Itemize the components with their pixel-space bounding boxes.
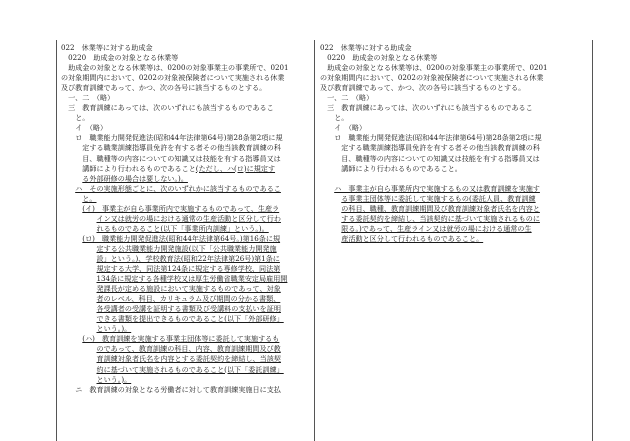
revised-line [61,304,311,314]
current-line [320,143,588,153]
revised-underlined-text: (ただし、ハ(ロ)に規定す [195,163,276,173]
revised-line [61,154,311,164]
revised-line-text: ロ 職業能力開発促進法(昭和44年法律第64号)第28条第2項に規 [75,133,283,143]
current-line [320,53,588,63]
current-line-text: 産活動と区分して行われるものであること。 [341,233,484,243]
revised-line-text: のであって、教育訓練の科目、内容、教育訓練期間及び教 [96,344,281,354]
revised-line [61,244,311,254]
revised-line [61,73,311,83]
revised-line-text: ニ 教育訓練の対象となる労働者に対して教育訓練実施日に支払 [75,384,281,394]
revised-line-text: る外部研修の場合は要しない。)。 [82,173,188,183]
current-line-text: の科目、職種、教育訓練期間及び教育訓練対象者氏名を内容と [341,203,540,213]
revised-line-text: 022 休業等に対する助成金 [61,43,153,52]
current-line [320,123,588,133]
revised-line-text: 発課長が定める施設において実施するものであって、対象 [96,284,281,294]
current-line-text: ハ 事業主が自ら事業所内で実施するもの又は教育訓練を実施す [334,183,540,193]
current-line [320,73,588,83]
revised-line-text: と。 [75,113,90,123]
revised-line [61,93,311,103]
revised-line-text: 各受講者の受講を証明する書類及び受講料の支払いを証明 [96,304,281,314]
revised-line [61,264,311,274]
revised-line-text: 0220 助成金の対象となる休業等 [68,53,179,63]
current-line [320,234,588,244]
current-line-text: する委託契約を締結し、当該契約に基づいて実施されるものに [341,213,540,223]
revised-line [61,365,311,375]
revised-line-text: 及び教育訓練であって、かつ、次の各号に該当するものとする。 [61,83,267,93]
current-line-text: 講師により行われるものであること。 [341,163,462,173]
current-line-text: 一、二 （略） [327,93,374,103]
revised-line-text: 規定する大学、同法第124条に規定する専修学校、同法第 [96,264,281,274]
revised-line [61,53,311,63]
current-line [320,204,588,214]
revised-line-text: ハ その実施形態ごとに、次のいずれかに該当するものであるこ [75,183,281,193]
revised-line [61,334,311,344]
revised-line [61,113,311,123]
revised-line-text: という。)。 [96,374,132,384]
revised-line [61,274,311,284]
revised-line-text: できる書類を提出できるものであること(以下「外部研修」 [96,314,284,324]
revised-line-text: 講師により行われるものであること [82,163,196,173]
revised-line-text: 定する公共職業能力開発施設(以下「公共職業能力開発施 [96,243,277,253]
revised-line [61,254,311,264]
revised-line-text: という。)。 [96,324,132,334]
revised-line [61,194,311,204]
revised-line [61,184,311,194]
revised-line [61,375,311,385]
revised-line-text: 目、職種等の内容についての知識又は技能を有する指導員又は [82,153,281,163]
revised-line [61,385,311,395]
column-divider [314,40,315,441]
revised-line-text: 助成金の対象となる休業等は、0200の対象事業主の事業所で、0201 [68,63,289,73]
revised-line [61,164,311,174]
current-line-text: の対象期間内において、0202の対象被保険者について実施される休業 [320,73,544,83]
revised-line [61,103,311,113]
revised-line-text: 134条に規定する各種学校又は厚生労働省職業安定局雇用開 [96,274,288,284]
revised-line-text: と。 [82,193,97,203]
revised-line-text: イ （略） [75,123,108,133]
current-line-text: 及び教育訓練であって、かつ、次の各号に該当するものとする。 [320,83,526,93]
revised-line-text: の対象期間内において、0202の対象被保険者について実施される休業 [61,73,285,83]
revised-line [61,294,311,304]
revised-line-text: 定する職業訓練指導員免許を有する者その他当該教育訓練の科 [82,143,281,153]
current-line-text: 限る。)であって、生産ライン又は就労の場における通常の生 [341,223,532,233]
current-line [320,83,588,93]
revised-line [61,214,311,224]
current-text-column [320,43,588,244]
revised-line [61,314,311,324]
current-line [320,103,588,113]
current-line-text: イ （略） [334,123,367,133]
revised-line [61,63,311,73]
current-line-text: と。 [334,113,349,123]
current-line-text: 定する職業訓練指導員免許を有する者その他当該教育訓練の科 [341,143,540,153]
revised-line-text: 三 教育訓練にあっては、次のいずれにも該当するものであるこ [68,103,274,113]
current-line [320,174,588,184]
revised-line-text: 約に基づいて実施されるものであること(以下「委託訓練」 [96,364,284,374]
revised-line-text: 設」という。)、学校教育法(昭和22年法律第26号)第1条に [96,253,280,263]
revised-line-text: (ロ) 職業能力開発促進法(昭和44年法律第64号。)第16条に規 [82,233,281,243]
revised-line-text: 育訓練対象者氏名を内容とする委託契約を締結し、当該契 [96,354,281,364]
revised-line-text: 一、二 （略） [68,93,115,103]
revised-line-text: イン又は就労の場における通常の生産活動と区分して行わ [96,213,281,223]
current-line-text: 三 教育訓練にあっては、次のいずれにも該当するものであるこ [327,103,533,113]
revised-line [61,143,311,153]
current-line [320,194,588,204]
current-line-text: ロ 職業能力開発促進法(昭和44年法律第64号)第28条第2項に規 [334,133,542,143]
current-line [320,133,588,143]
revised-line [61,284,311,294]
revised-line [61,234,311,244]
revised-line [61,43,311,53]
current-line-text: 0220 助成金の対象となる休業等 [327,53,438,63]
revised-line [61,204,311,214]
revised-line-text: (イ) 事業主が自ら事業所内で実施するものであって、生産ラ [82,203,280,213]
revised-line [61,123,311,133]
current-line [320,63,588,73]
current-line [320,214,588,224]
current-line [320,154,588,164]
revised-line [61,324,311,334]
revised-line [61,344,311,354]
revised-line [61,174,311,184]
current-line-text: 助成金の対象となる休業等は、0200の対象事業主の事業所で、0201 [327,63,548,73]
revised-line-text: 者のレベル、科目、カリキュラム及び期間の分かる書類、 [96,294,281,304]
current-line [320,224,588,234]
current-line [320,93,588,103]
current-line [320,43,588,53]
current-line [320,113,588,123]
revised-line-text: れるものであること(以下「事業所内訓練」という。)。 [96,223,269,233]
revised-line [61,224,311,234]
revised-line [61,133,311,143]
revised-text-column [61,43,311,395]
revised-line-text: (ハ) 教育訓練を実施する事業主団体等に委託して実施するも [82,334,280,344]
current-line-text: 目、職種等の内容についての知識又は技能を有する指導員又は [341,153,540,163]
current-line [320,184,588,194]
current-line-text: 022 休業等に対する助成金 [320,43,412,52]
current-line [320,164,588,174]
revised-line [61,83,311,93]
revised-line [61,354,311,364]
current-line-text: る事業主団体等に委託して実施するもの(委託人員、教育訓練 [341,193,536,203]
